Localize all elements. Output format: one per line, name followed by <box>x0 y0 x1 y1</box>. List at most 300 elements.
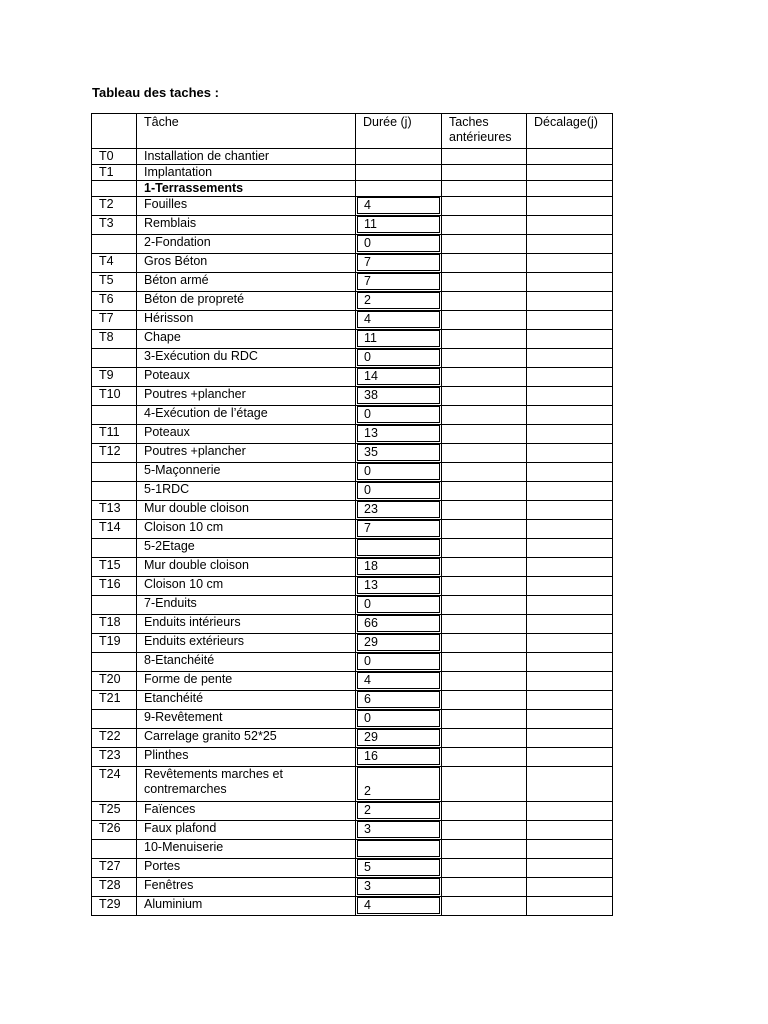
table-row <box>92 821 613 840</box>
task-duration-cell <box>356 387 442 406</box>
task-lag-cell <box>527 235 613 254</box>
task-lag-cell <box>527 710 613 729</box>
task-lag-cell <box>527 482 613 501</box>
task-previous-cell <box>442 463 527 482</box>
task-lag-cell <box>527 273 613 292</box>
task-name-cell: 8-Etanchéité <box>137 653 356 672</box>
task-id-cell: T29 <box>92 897 137 916</box>
task-previous-cell <box>442 406 527 425</box>
duration-value: 13 <box>364 426 378 440</box>
task-lag-cell <box>527 821 613 840</box>
duration-value: 7 <box>364 521 371 535</box>
table-row <box>92 897 613 916</box>
task-name-cell: Etanchéité <box>137 691 356 710</box>
task-previous-cell <box>442 520 527 539</box>
task-lag-cell <box>527 897 613 916</box>
task-id-cell: T5 <box>92 273 137 292</box>
tasks-table-body <box>92 149 613 916</box>
task-previous-cell <box>442 330 527 349</box>
duration-value: 35 <box>364 445 378 459</box>
header-task: Tâche <box>137 114 356 149</box>
duration-box <box>357 691 440 708</box>
task-name-cell: Poteaux <box>137 425 356 444</box>
task-duration-cell <box>356 767 442 802</box>
duration-box <box>357 634 440 651</box>
table-row <box>92 216 613 235</box>
table-row <box>92 406 613 425</box>
task-lag-cell <box>527 444 613 463</box>
duration-value: 4 <box>364 673 371 687</box>
task-id-cell <box>92 181 137 197</box>
header-id <box>92 114 137 149</box>
header-previous-tasks: Taches antérieures <box>442 114 527 149</box>
table-row <box>92 501 613 520</box>
task-previous-cell <box>442 748 527 767</box>
task-lag-cell <box>527 634 613 653</box>
duration-box <box>357 615 440 632</box>
task-lag-cell <box>527 406 613 425</box>
task-previous-cell <box>442 802 527 821</box>
duration-value: 29 <box>364 635 378 649</box>
task-name-cell: 5-2Etage <box>137 539 356 558</box>
table-row <box>92 425 613 444</box>
task-previous-cell <box>442 349 527 368</box>
task-previous-cell <box>442 859 527 878</box>
task-lag-cell <box>527 181 613 197</box>
table-row <box>92 577 613 596</box>
duration-value: 0 <box>364 654 371 668</box>
task-name-cell: 9-Revêtement <box>137 710 356 729</box>
duration-value: 16 <box>364 749 378 763</box>
duration-box <box>357 349 440 366</box>
table-row <box>92 691 613 710</box>
task-name-cell: Poteaux <box>137 368 356 387</box>
duration-value: 5 <box>364 860 371 874</box>
table-header-row <box>92 114 613 149</box>
task-duration-cell <box>356 406 442 425</box>
task-id-cell <box>92 710 137 729</box>
table-row <box>92 349 613 368</box>
table-row <box>92 368 613 387</box>
duration-value: 0 <box>364 350 371 364</box>
task-lag-cell <box>527 165 613 181</box>
task-id-cell: T11 <box>92 425 137 444</box>
duration-value: 0 <box>364 483 371 497</box>
duration-box <box>357 520 440 537</box>
duration-box <box>357 672 440 689</box>
duration-box <box>357 216 440 233</box>
duration-value: 14 <box>364 369 378 383</box>
task-previous-cell <box>442 235 527 254</box>
task-duration-cell <box>356 501 442 520</box>
task-id-cell: T20 <box>92 672 137 691</box>
duration-box <box>357 558 440 575</box>
task-name-cell: Cloison 10 cm <box>137 577 356 596</box>
task-previous-cell <box>442 897 527 916</box>
task-duration-cell <box>356 463 442 482</box>
task-lag-cell <box>527 859 613 878</box>
table-row <box>92 672 613 691</box>
duration-box <box>357 292 440 309</box>
task-previous-cell <box>442 767 527 802</box>
task-duration-cell <box>356 653 442 672</box>
table-row <box>92 444 613 463</box>
task-previous-cell <box>442 292 527 311</box>
task-id-cell: T15 <box>92 558 137 577</box>
task-id-cell: T12 <box>92 444 137 463</box>
task-id-cell: T6 <box>92 292 137 311</box>
table-row <box>92 748 613 767</box>
task-lag-cell <box>527 149 613 165</box>
duration-value: 4 <box>364 198 371 212</box>
table-row <box>92 482 613 501</box>
task-duration-cell <box>356 482 442 501</box>
task-previous-cell <box>442 558 527 577</box>
duration-box <box>357 577 440 594</box>
table-row <box>92 596 613 615</box>
table-row <box>92 767 613 802</box>
task-duration-cell <box>356 672 442 691</box>
task-id-cell: T21 <box>92 691 137 710</box>
task-lag-cell <box>527 349 613 368</box>
task-id-cell: T26 <box>92 821 137 840</box>
task-lag-cell <box>527 878 613 897</box>
task-previous-cell <box>442 634 527 653</box>
task-duration-cell <box>356 710 442 729</box>
duration-box <box>357 463 440 480</box>
task-id-cell <box>92 539 137 558</box>
task-previous-cell <box>442 197 527 216</box>
task-previous-cell <box>442 672 527 691</box>
duration-value: 4 <box>364 898 371 912</box>
task-name-cell: 10-Menuiserie <box>137 840 356 859</box>
task-lag-cell <box>527 729 613 748</box>
task-name-cell: Chape <box>137 330 356 349</box>
duration-value: 29 <box>364 730 378 744</box>
task-id-cell <box>92 235 137 254</box>
task-name-cell: 5-1RDC <box>137 482 356 501</box>
duration-value: 0 <box>364 407 371 421</box>
duration-box <box>357 235 440 252</box>
task-previous-cell <box>442 482 527 501</box>
duration-box <box>357 729 440 746</box>
table-row <box>92 558 613 577</box>
task-name-cell: Cloison 10 cm <box>137 520 356 539</box>
task-name-cell: Revêtements marches et contremarches <box>137 767 356 802</box>
task-name-cell: Fouilles <box>137 197 356 216</box>
task-duration-cell <box>356 615 442 634</box>
duration-value: 7 <box>364 274 371 288</box>
task-id-cell <box>92 840 137 859</box>
duration-box <box>357 596 440 613</box>
task-lag-cell <box>527 558 613 577</box>
duration-value: 66 <box>364 616 378 630</box>
task-lag-cell <box>527 691 613 710</box>
duration-value: 3 <box>364 822 371 836</box>
task-lag-cell <box>527 748 613 767</box>
task-previous-cell <box>442 216 527 235</box>
task-name-cell: Portes <box>137 859 356 878</box>
task-previous-cell <box>442 311 527 330</box>
task-lag-cell <box>527 368 613 387</box>
task-duration-cell <box>356 878 442 897</box>
task-id-cell: T19 <box>92 634 137 653</box>
task-id-cell: T23 <box>92 748 137 767</box>
task-duration-cell <box>356 273 442 292</box>
duration-box <box>357 710 440 727</box>
task-name-cell: Forme de pente <box>137 672 356 691</box>
task-duration-cell <box>356 292 442 311</box>
duration-box <box>357 197 440 214</box>
duration-value: 6 <box>364 692 371 706</box>
task-previous-cell <box>442 444 527 463</box>
task-id-cell <box>92 653 137 672</box>
duration-value: 38 <box>364 388 378 402</box>
table-row <box>92 653 613 672</box>
task-id-cell: T16 <box>92 577 137 596</box>
task-name-cell: Installation de chantier <box>137 149 356 165</box>
task-id-cell: T22 <box>92 729 137 748</box>
table-row <box>92 273 613 292</box>
task-name-cell: 3-Exécution du RDC <box>137 349 356 368</box>
duration-box <box>357 254 440 271</box>
task-lag-cell <box>527 577 613 596</box>
task-name-cell: 4-Exécution de l’étage <box>137 406 356 425</box>
duration-box <box>357 878 440 895</box>
page-title: Tableau des taches : <box>92 85 219 100</box>
task-duration-cell <box>356 897 442 916</box>
task-duration-cell <box>356 748 442 767</box>
duration-box <box>357 897 440 914</box>
task-lag-cell <box>527 292 613 311</box>
task-lag-cell <box>527 425 613 444</box>
task-previous-cell <box>442 181 527 197</box>
header-lag: Décalage(j) <box>527 114 613 149</box>
table-row <box>92 539 613 558</box>
task-lag-cell <box>527 311 613 330</box>
task-duration-cell <box>356 596 442 615</box>
task-id-cell <box>92 482 137 501</box>
task-id-cell: T0 <box>92 149 137 165</box>
task-lag-cell <box>527 539 613 558</box>
task-duration-cell <box>356 634 442 653</box>
task-name-cell: Faïences <box>137 802 356 821</box>
task-lag-cell <box>527 520 613 539</box>
task-id-cell: T10 <box>92 387 137 406</box>
duration-value: 0 <box>364 597 371 611</box>
duration-value: 2 <box>364 293 371 307</box>
task-name-cell: Mur double cloison <box>137 558 356 577</box>
task-name-cell: 5-Maçonnerie <box>137 463 356 482</box>
task-id-cell: T13 <box>92 501 137 520</box>
task-duration-cell <box>356 691 442 710</box>
task-previous-cell <box>442 501 527 520</box>
task-id-cell: T7 <box>92 311 137 330</box>
duration-box <box>357 767 440 800</box>
task-previous-cell <box>442 729 527 748</box>
task-previous-cell <box>442 165 527 181</box>
table-row <box>92 729 613 748</box>
task-lag-cell <box>527 767 613 802</box>
task-name-cell: Enduits extérieurs <box>137 634 356 653</box>
task-id-cell <box>92 349 137 368</box>
table-row <box>92 149 613 165</box>
duration-value: 2 <box>364 784 371 798</box>
task-name-cell: Faux plafond <box>137 821 356 840</box>
table-row <box>92 330 613 349</box>
task-name-cell: Mur double cloison <box>137 501 356 520</box>
duration-value: 0 <box>364 711 371 725</box>
task-duration-cell <box>356 165 442 181</box>
task-duration-cell <box>356 840 442 859</box>
task-duration-cell <box>356 311 442 330</box>
duration-value: 0 <box>364 464 371 478</box>
task-previous-cell <box>442 425 527 444</box>
task-duration-cell <box>356 349 442 368</box>
task-previous-cell <box>442 149 527 165</box>
duration-box <box>357 330 440 347</box>
duration-box <box>357 821 440 838</box>
task-duration-cell <box>356 235 442 254</box>
task-lag-cell <box>527 672 613 691</box>
task-previous-cell <box>442 539 527 558</box>
table-row <box>92 878 613 897</box>
duration-box <box>357 748 440 765</box>
duration-box <box>357 859 440 876</box>
table-row <box>92 859 613 878</box>
task-lag-cell <box>527 596 613 615</box>
table-row <box>92 840 613 859</box>
task-name-cell: Gros Béton <box>137 254 356 273</box>
task-id-cell: T27 <box>92 859 137 878</box>
task-name-cell: Hérisson <box>137 311 356 330</box>
task-name-cell: Enduits intérieurs <box>137 615 356 634</box>
duration-box <box>357 802 440 819</box>
task-previous-cell <box>442 368 527 387</box>
table-row <box>92 387 613 406</box>
task-id-cell: T14 <box>92 520 137 539</box>
task-duration-cell <box>356 368 442 387</box>
task-name-cell: Béton armé <box>137 273 356 292</box>
task-duration-cell <box>356 216 442 235</box>
task-duration-cell <box>356 558 442 577</box>
task-name-cell: Implantation <box>137 165 356 181</box>
duration-box <box>357 539 440 556</box>
task-duration-cell <box>356 821 442 840</box>
task-lag-cell <box>527 501 613 520</box>
task-id-cell: T9 <box>92 368 137 387</box>
duration-value: 18 <box>364 559 378 573</box>
task-lag-cell <box>527 330 613 349</box>
duration-value: 11 <box>364 217 377 231</box>
task-name-cell: Béton de propreté <box>137 292 356 311</box>
duration-box <box>357 444 440 461</box>
task-duration-cell <box>356 577 442 596</box>
task-previous-cell <box>442 596 527 615</box>
duration-value: 3 <box>364 879 371 893</box>
task-name-cell: Carrelage granito 52*25 <box>137 729 356 748</box>
duration-value: 13 <box>364 578 378 592</box>
duration-value: 4 <box>364 312 371 326</box>
task-name-cell: Poutres +plancher <box>137 387 356 406</box>
duration-box <box>357 311 440 328</box>
task-id-cell: T28 <box>92 878 137 897</box>
task-duration-cell <box>356 444 442 463</box>
task-id-cell <box>92 406 137 425</box>
duration-value: 23 <box>364 502 378 516</box>
duration-box <box>357 653 440 670</box>
task-name-cell: Aluminium <box>137 897 356 916</box>
task-previous-cell <box>442 653 527 672</box>
duration-box <box>357 387 440 404</box>
task-id-cell: T1 <box>92 165 137 181</box>
task-lag-cell <box>527 615 613 634</box>
duration-box <box>357 368 440 385</box>
table-row <box>92 181 613 197</box>
task-duration-cell <box>356 197 442 216</box>
duration-box <box>357 482 440 499</box>
task-previous-cell <box>442 387 527 406</box>
task-previous-cell <box>442 710 527 729</box>
duration-box <box>357 406 440 423</box>
task-id-cell <box>92 596 137 615</box>
task-previous-cell <box>442 821 527 840</box>
table-row <box>92 463 613 482</box>
task-duration-cell <box>356 520 442 539</box>
task-lag-cell <box>527 653 613 672</box>
task-lag-cell <box>527 216 613 235</box>
task-previous-cell <box>442 273 527 292</box>
table-row <box>92 254 613 273</box>
task-duration-cell <box>356 802 442 821</box>
duration-value: 2 <box>364 803 371 817</box>
task-id-cell: T3 <box>92 216 137 235</box>
task-name-cell: 2-Fondation <box>137 235 356 254</box>
task-name-cell: Poutres +plancher <box>137 444 356 463</box>
task-name-cell: Remblais <box>137 216 356 235</box>
task-previous-cell <box>442 840 527 859</box>
task-id-cell: T24 <box>92 767 137 802</box>
table-row <box>92 197 613 216</box>
task-duration-cell <box>356 149 442 165</box>
duration-box <box>357 425 440 442</box>
duration-box <box>357 840 440 857</box>
task-duration-cell <box>356 181 442 197</box>
table-row <box>92 710 613 729</box>
task-id-cell: T8 <box>92 330 137 349</box>
task-name-cell: 7-Enduits <box>137 596 356 615</box>
task-lag-cell <box>527 197 613 216</box>
task-duration-cell <box>356 425 442 444</box>
table-row <box>92 634 613 653</box>
task-duration-cell <box>356 254 442 273</box>
task-lag-cell <box>527 802 613 821</box>
task-lag-cell <box>527 387 613 406</box>
duration-box <box>357 501 440 518</box>
tasks-table <box>91 113 613 916</box>
task-id-cell: T25 <box>92 802 137 821</box>
table-row <box>92 311 613 330</box>
duration-box <box>357 273 440 290</box>
task-name-cell: 1-Terrassements <box>137 181 356 197</box>
table-row <box>92 520 613 539</box>
task-duration-cell <box>356 539 442 558</box>
task-name-cell: Plinthes <box>137 748 356 767</box>
task-previous-cell <box>442 615 527 634</box>
table-row <box>92 802 613 821</box>
task-lag-cell <box>527 254 613 273</box>
duration-value: 0 <box>364 236 371 250</box>
